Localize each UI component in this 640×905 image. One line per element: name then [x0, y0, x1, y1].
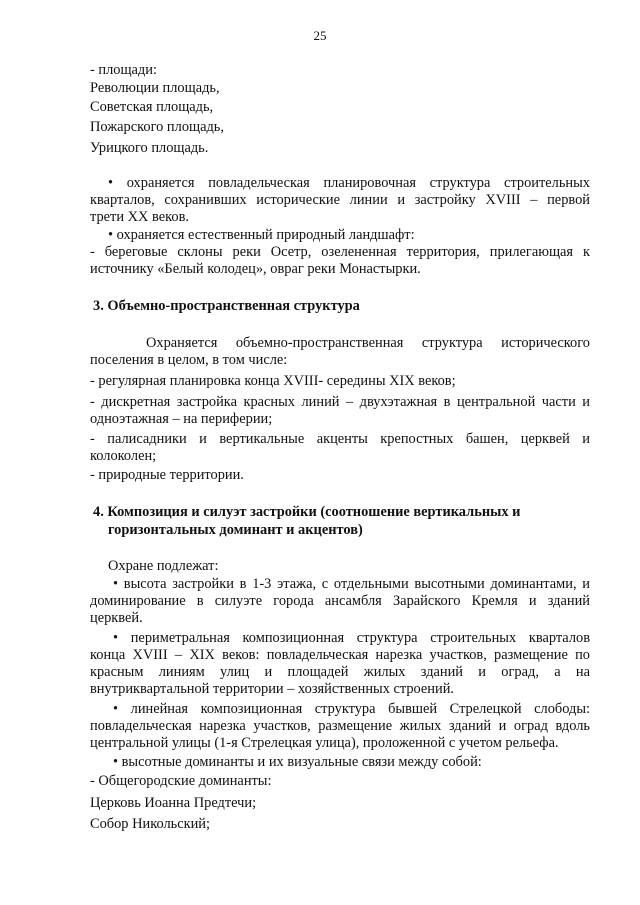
paragraph-line: • высотные доминанты и их визуальные связи между собой: [113, 754, 482, 770]
paragraph-line: Охраняется объемно-пространственная структура исторического [146, 335, 590, 351]
list-item: - дискретная застройка красных линий – двухэтажная в центральной части и [90, 394, 590, 410]
paragraph-line: трети XX веков. [90, 209, 189, 225]
section-heading: 3. Объемно-пространственная структура [93, 298, 360, 314]
list-item: одноэтажная – на периферии; [90, 411, 273, 427]
square-item: Революции площадь, [90, 80, 220, 96]
list-item: - палисадники и вертикальные акценты крепостных башен, церквей и [90, 431, 590, 447]
paragraph-line: • линейная композиционная структура бывшей Стрелецкой слободы: [113, 701, 590, 717]
squares-heading: - площади: [90, 62, 157, 78]
paragraph-line: центральной улицы (1-я Стрелецкая улица), проложенной с учетом рельефа. [90, 735, 559, 751]
paragraph-line: красным линиям улиц и площадей жилых зданий и оград, а на [90, 664, 590, 680]
paragraph-line: • высота застройки в 1-3 этажа, с отдельными высотными доминантами, и [113, 576, 590, 592]
paragraph-line: Охране подлежат: [108, 558, 219, 574]
paragraph-line: доминирование в силуэте города ансамбля Зарайского Кремля и зданий [90, 593, 590, 609]
paragraph-line: конца XVIII – XIX веков: повладельческая нарезка участков, размещение по [90, 647, 590, 663]
square-item: Советская площадь, [90, 99, 214, 115]
paragraph-line: - береговые склоны реки Осетр, озелененная территория, прилегающая к [90, 244, 590, 260]
paragraph-line: источнику «Белый колодец», овраг реки Монастырки. [90, 261, 421, 277]
paragraph-line: • охраняется повладельческая планировочная структура строительных [108, 175, 590, 191]
paragraph-line: • периметральная композиционная структура строительных кварталов [113, 630, 590, 646]
paragraph-line: внутриквартальной территории – хозяйственных строений. [90, 681, 455, 697]
paragraph-line: церквей. [90, 610, 143, 626]
square-item: Пожарского площадь, [90, 119, 224, 135]
dominants-heading: - Общегородские доминанты: [90, 773, 272, 789]
paragraph-line: • охраняется естественный природный ландшафт: [108, 227, 415, 243]
section-heading: горизонтальных доминант и акцентов) [108, 522, 363, 538]
dominant-item: Церковь Иоанна Предтечи; [90, 795, 257, 811]
list-item: - природные территории. [90, 467, 244, 483]
list-item: - регулярная планировка конца XVIII- середины XIX веков; [90, 373, 456, 389]
paragraph-line: кварталов, сохранивших исторические линии и застройку XVIII – первой [90, 192, 590, 208]
square-item: Урицкого площадь. [90, 140, 209, 156]
section-heading: 4. Композиция и силуэт застройки (соотношение вертикальных и [93, 504, 521, 520]
page-number: 25 [313, 28, 327, 43]
paragraph-line: поселения в целом, в том числе: [90, 352, 288, 368]
list-item: колоколен; [90, 448, 157, 464]
paragraph-line: повладельческая нарезка участков, размещение жилых зданий и оград вдоль [90, 718, 590, 734]
dominant-item: Собор Никольский; [90, 816, 210, 832]
